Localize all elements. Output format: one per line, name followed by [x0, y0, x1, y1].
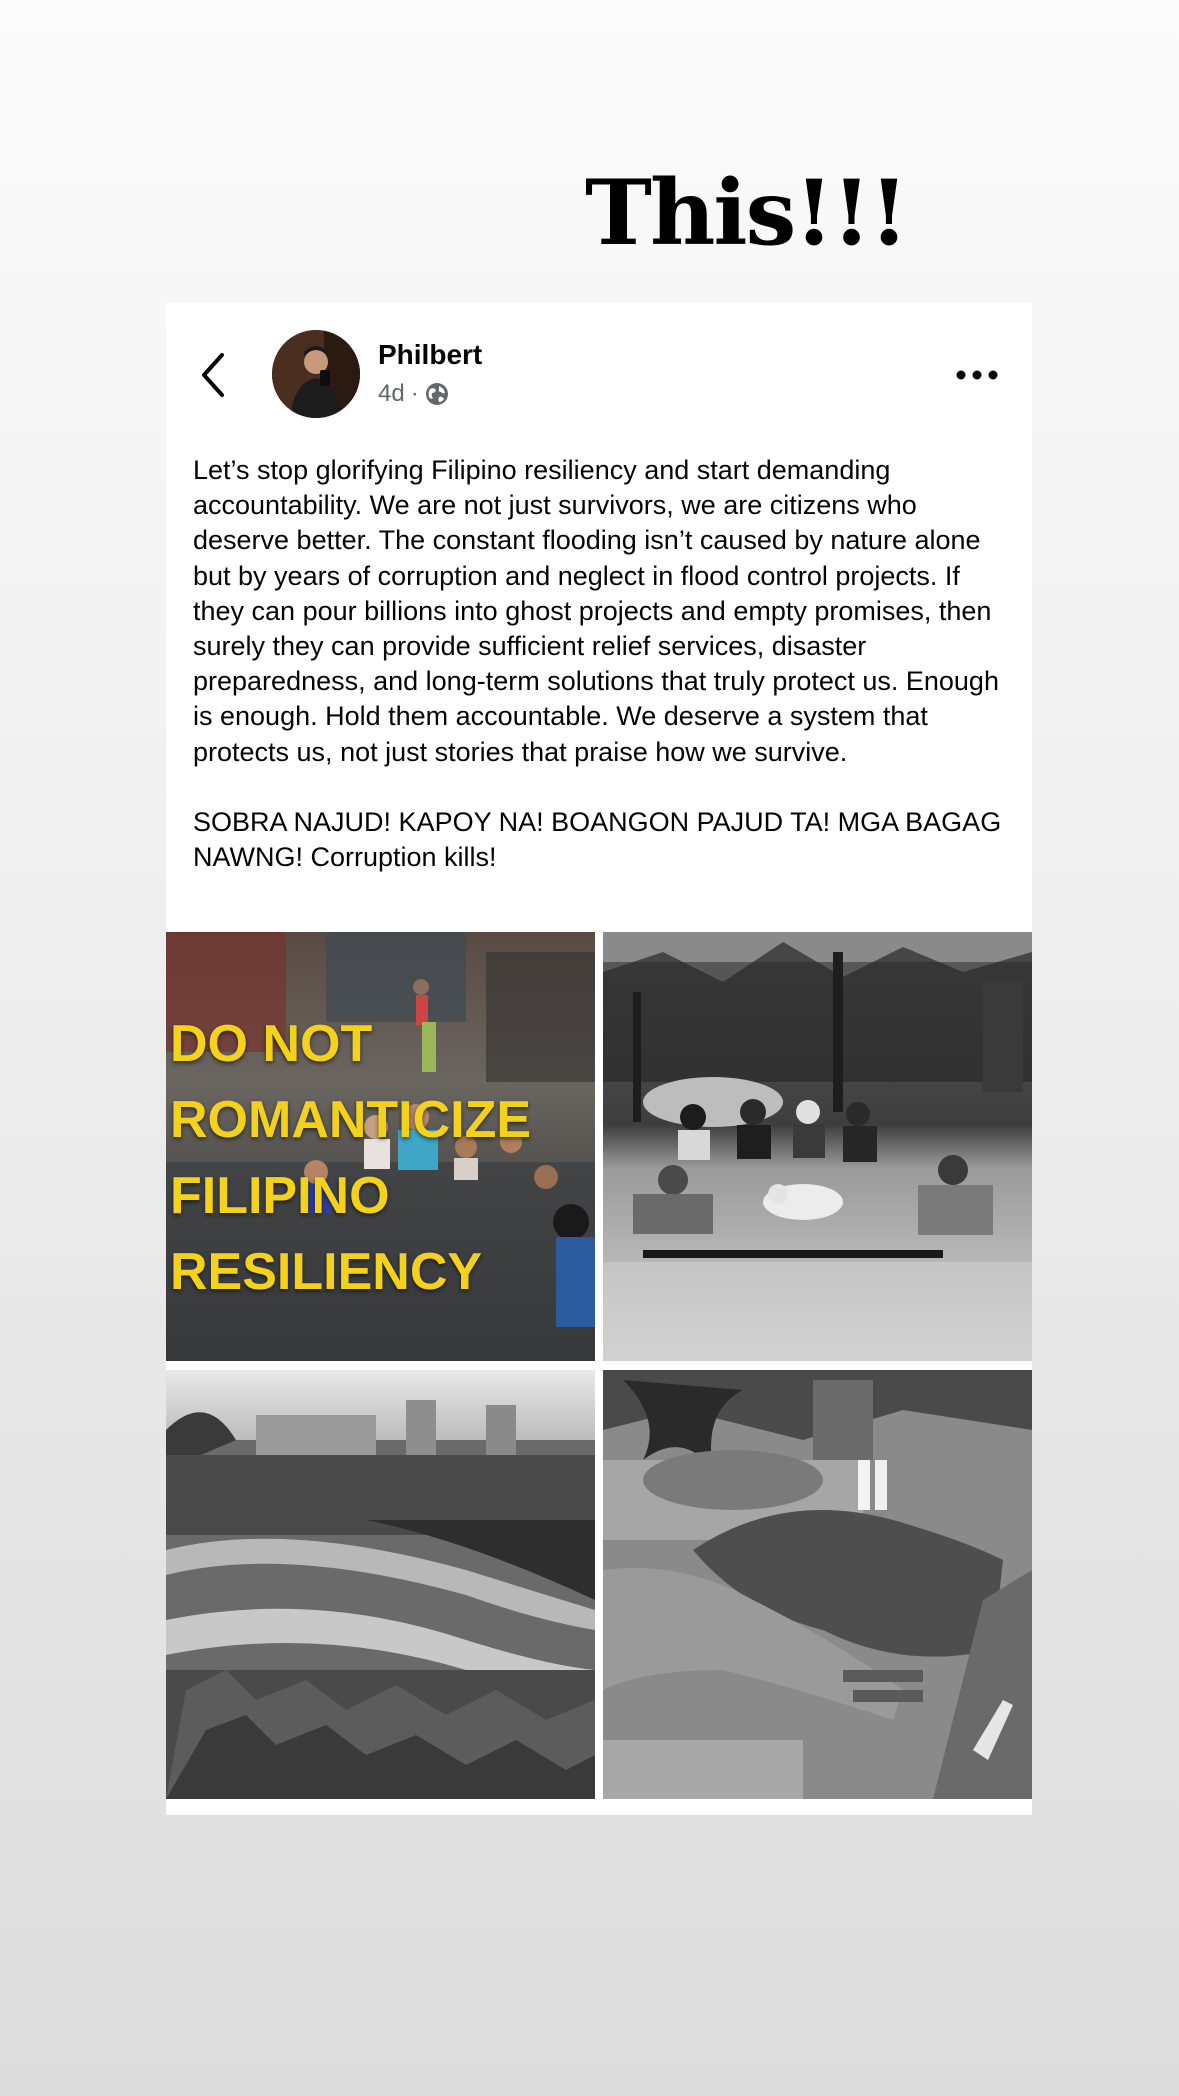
post-card: [166, 303, 1032, 1815]
post-body: Let’s stop glorifying Filipino resiliency and start demanding accountability. We are not just survivors, we are citizens who deserve better. The constant flooding isn’t caused by nature alone but by years of corruption and neglect in flood control projects. If they can pour billions into ghost projects and empty promises, then surely they can provide sufficient relief services, disaster preparedness, and long-term solutions that truly protect us. Enough is enough. Hold them accountable. We deserve a system that protects us, not just stories that praise how we survive. SOBRA NAJUD! KAPOY NA! BOANGON PAJUD TA! MGA BAGAG NAWNG! Corruption kills!: [193, 455, 1002, 873]
photo-overlay-text: [170, 1006, 531, 1310]
photo-flood-overlay[interactable]: [166, 932, 595, 1361]
more-horizontal-icon: [952, 355, 1002, 395]
photo-debris-aerial[interactable]: [166, 1370, 595, 1799]
overlay-line-1: DO NOT: [170, 1015, 373, 1073]
meta-separator: ·: [410, 380, 419, 407]
overlay-line-2: ROMANTICIZE: [170, 1091, 532, 1149]
post-header: [166, 303, 1032, 443]
photo-covered-victim[interactable]: [603, 1370, 1032, 1799]
photo-rescue-wading[interactable]: [603, 932, 1032, 1361]
overlay-line-3: FILIPINO: [170, 1167, 390, 1225]
globe-icon: [425, 382, 449, 406]
story-caption: This!!!: [585, 160, 907, 266]
avatar[interactable]: [272, 330, 360, 418]
more-button[interactable]: [952, 355, 1002, 395]
photo-grid: [166, 932, 1032, 1799]
post-meta: [378, 380, 449, 408]
chevron-left-icon: [194, 345, 234, 405]
author-name[interactable]: Philbert: [378, 339, 483, 370]
back-button[interactable]: [194, 345, 234, 405]
post-age[interactable]: 4d: [378, 380, 405, 407]
overlay-line-4: RESILIENCY: [170, 1243, 483, 1301]
